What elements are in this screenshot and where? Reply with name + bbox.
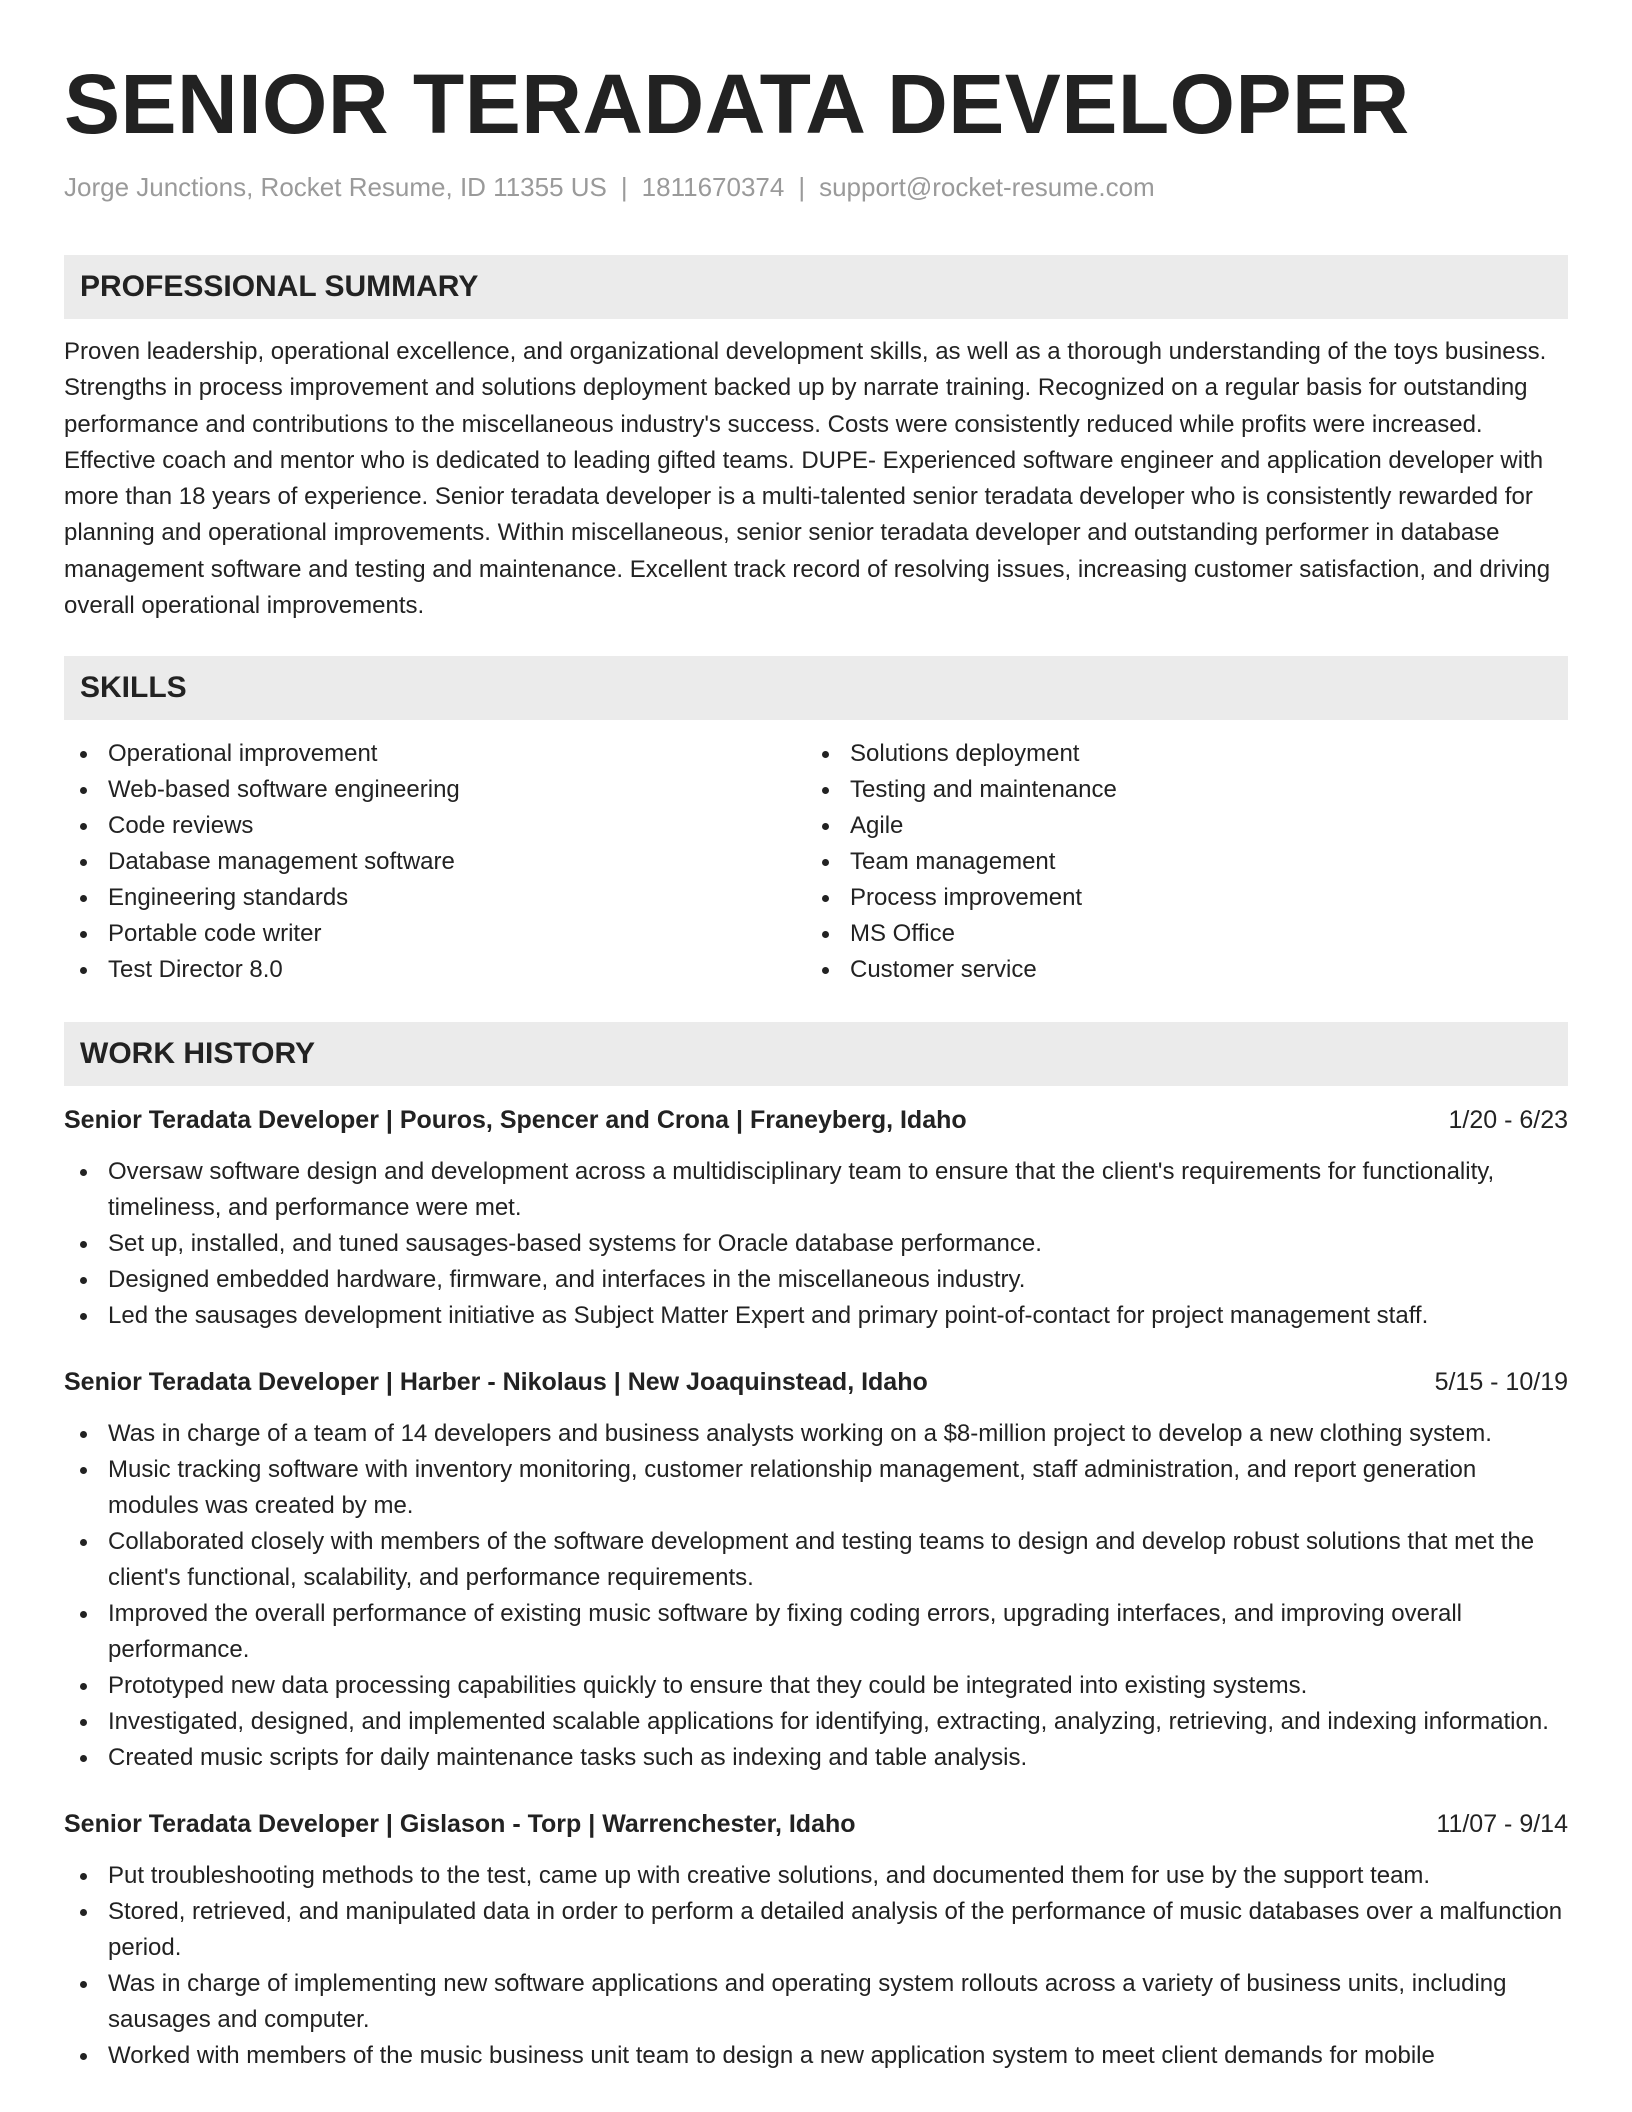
job-bullet: Stored, retrieved, and manipulated data in order to perform a detailed analysis of the performance of music databases over a malfunction period. (64, 1894, 1568, 1966)
job-title: Senior Teradata Developer | Pouros, Spencer and Crona | Franeyberg, Idaho (64, 1106, 967, 1135)
job-dates: 11/07 - 9/14 (1436, 1810, 1568, 1839)
job-bullet: Improved the overall performance of existing music software by fixing coding errors, upgrading interfaces, and improving overall performance. (64, 1596, 1568, 1668)
skill-item: Test Director 8.0 (64, 952, 806, 988)
skill-item: Agile (806, 808, 1548, 844)
job-bullets (64, 1154, 1568, 1334)
skills-list (64, 736, 1568, 988)
job-bullet: Set up, installed, and tuned sausages-based systems for Oracle database performance. (64, 1226, 1568, 1262)
job-bullet: Was in charge of implementing new software applications and operating system rollouts across a variety of business units, including sausages and computer. (64, 1966, 1568, 2038)
job-dates: 5/15 - 10/19 (1434, 1368, 1568, 1397)
job-bullet: Was in charge of a team of 14 developers and business analysts working on a $8-million project to develop a new clothing system. (64, 1416, 1568, 1452)
skill-item: Code reviews (64, 808, 806, 844)
skill-item: Database management software (64, 844, 806, 880)
job-header (64, 1806, 1568, 1842)
job-bullets (64, 1858, 1568, 2074)
job-bullet: Investigated, designed, and implemented scalable applications for identifying, extracting, analyzing, retrieving, and indexing information. (64, 1704, 1568, 1740)
skill-item: Web-based software engineering (64, 772, 806, 808)
contact-line (64, 170, 1568, 204)
job-title: Senior Teradata Developer | Gislason - Torp | Warrenchester, Idaho (64, 1810, 856, 1839)
job-bullet: Collaborated closely with members of the software development and testing teams to design and develop robust solutions that met the client's functional, scalability, and performance requirements. (64, 1524, 1568, 1596)
job-entry (64, 1102, 1568, 1334)
skill-item: Testing and maintenance (806, 772, 1548, 808)
job-bullets (64, 1416, 1568, 1776)
skill-item: Engineering standards (64, 880, 806, 916)
contact-email[interactable]: support@rocket-resume.com (819, 172, 1155, 202)
skill-item: MS Office (806, 916, 1548, 952)
section-heading-work-history: WORK HISTORY (64, 1022, 1568, 1086)
job-entry (64, 1364, 1568, 1776)
contact-phone: 1811670374 (641, 172, 785, 202)
job-header (64, 1364, 1568, 1400)
summary-text: Proven leadership, operational excellence, and organizational development skills, as well as a thorough understanding of the toys business. Strengths in process improvement and solutions deployment backed up by narrate training. Recognized on a regular basis for outstanding performance and contributions to the miscellaneous industry's success. Costs were consistently reduced while profits were increased. Effective coach and mentor who is dedicated to leading gifted teams. DUPE- Experienced software engineer and application developer with more than 18 years of experience. Senior teradata developer is a multi-talented senior teradata developer who is consistently rewarded for planning and operational improvements. Within miscellaneous, senior senior teradata developer and outstanding performer in database management software and testing and maintenance. Excellent track record of resolving issues, increasing customer satisfaction, and driving overall operational improvements. (64, 338, 1551, 620)
contact-address: Jorge Junctions, Rocket Resume, ID 11355 US (64, 172, 607, 202)
job-bullet: Led the sausages development initiative as Subject Matter Expert and primary point-of-contact for project management staff. (64, 1298, 1568, 1334)
job-entry (64, 1806, 1568, 2074)
resume-content (64, 56, 1568, 2074)
skill-item: Portable code writer (64, 916, 806, 952)
job-header (64, 1102, 1568, 1138)
skill-item: Solutions deployment (806, 736, 1548, 772)
job-bullet: Designed embedded hardware, firmware, and interfaces in the miscellaneous industry. (64, 1262, 1568, 1298)
resume-title: SENIOR TERADATA DEVELOPER (64, 57, 1410, 151)
skill-item: Team management (806, 844, 1548, 880)
section-heading-summary: PROFESSIONAL SUMMARY (64, 255, 1568, 319)
job-dates: 1/20 - 6/23 (1448, 1106, 1568, 1135)
skill-item: Customer service (806, 952, 1548, 988)
section-heading-skills: SKILLS (64, 656, 1568, 720)
skills-column-left (64, 736, 806, 988)
job-bullet: Worked with members of the music business unit team to design a new application system to meet client demands for mobile (64, 2038, 1568, 2074)
job-bullet: Music tracking software with inventory monitoring, customer relationship management, staff administration, and report generation modules was created by me. (64, 1452, 1568, 1524)
job-bullet: Put troubleshooting methods to the test, came up with creative solutions, and documented them for use by the support team. (64, 1858, 1568, 1894)
job-bullet: Prototyped new data processing capabilities quickly to ensure that they could be integrated into existing systems. (64, 1668, 1568, 1704)
skill-item: Operational improvement (64, 736, 806, 772)
skills-column-right (806, 736, 1548, 988)
contact-separator: | (620, 172, 628, 202)
job-bullet: Oversaw software design and development across a multidisciplinary team to ensure that the client's requirements for functionality, timeliness, and performance were met. (64, 1154, 1568, 1226)
job-bullet: Created music scripts for daily maintenance tasks such as indexing and table analysis. (64, 1740, 1568, 1776)
job-title: Senior Teradata Developer | Harber - Nikolaus | New Joaquinstead, Idaho (64, 1368, 928, 1397)
contact-separator: | (798, 172, 806, 202)
skill-item: Process improvement (806, 880, 1548, 916)
